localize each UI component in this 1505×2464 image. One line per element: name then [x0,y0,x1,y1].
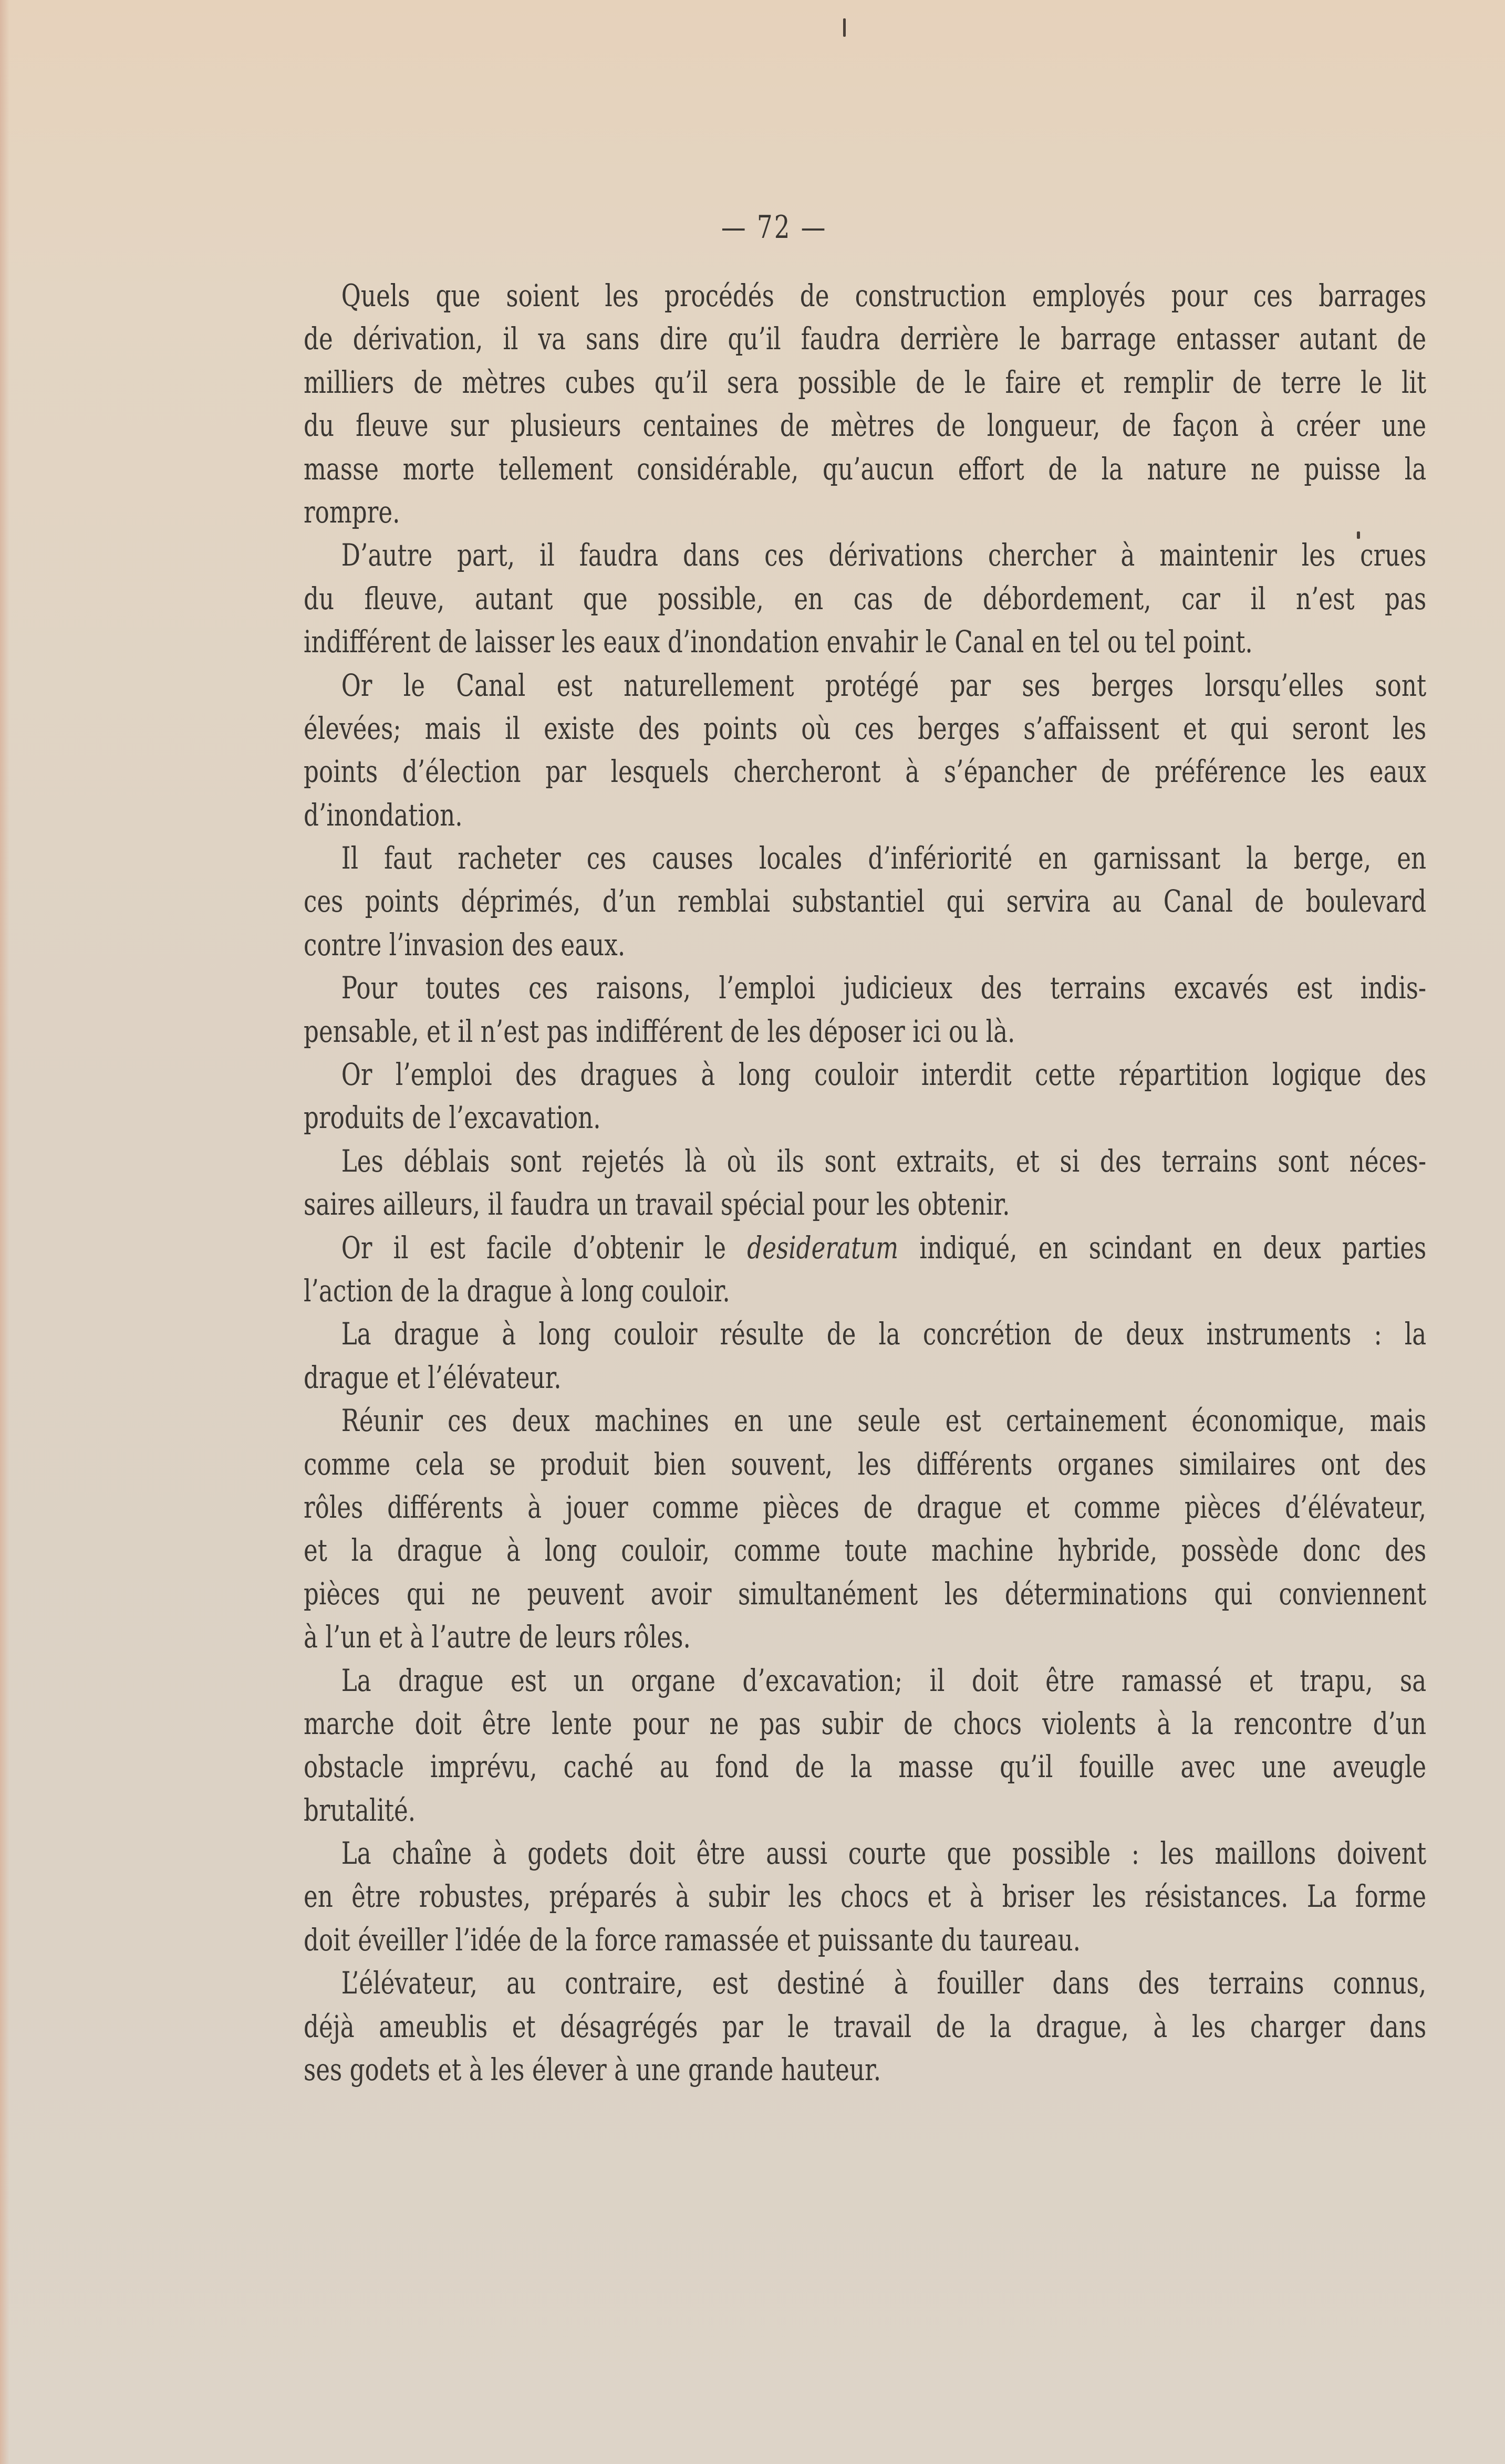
paragraph [304,1140,1426,1226]
text-line: La drague est un organe d’excavation; il doit être ramassé et trapu, sa [341,1662,1427,1698]
text-line: pièces qui ne peuvent avoir simultanément les déterminations qui conviennent [304,1575,1427,1612]
text-line: brutalité. [304,1792,416,1828]
text-line: ses godets et à les élever à une grande hauteur. [304,2052,881,2088]
text-line: marche doit être lente pour ne pas subir de chocs violents à la rencontre d’un [304,1705,1427,1741]
text-line: rôles différents à jouer comme pièces de drague et comme pièces d’élévateur, [304,1489,1427,1525]
text-line: La drague à long couloir résulte de la concrétion de deux instruments : la [341,1316,1427,1352]
text-line: doit éveiller l’idée de la force ramassée et puissante du taureau. [304,1922,1081,1958]
text-line: d’inondation. [304,797,463,833]
paragraph [304,1312,1426,1399]
text-line: et la drague à long couloir, comme toute machine hybride, possède donc des [304,1532,1427,1569]
italic-term: desideratum [747,1229,899,1266]
text-line: obstacle imprévu, caché au fond de la masse qu’il fouille avec une aveugle [304,1749,1427,1785]
text-line: milliers de mètres cubes qu’il sera possible de le faire et remplir de terre le lit [304,364,1427,400]
text-line: du fleuve, autant que possible, en cas de débordement, car il n’est pas [304,580,1427,617]
text-line: l’action de la drague à long couloir. [304,1272,730,1309]
text-line: Or le Canal est naturellement protégé par ses berges lorsqu’elles sont [341,667,1427,703]
text-line: produits de l’excavation. [304,1100,601,1136]
text-line: saires ailleurs, il faudra un travail spécial pour les obtenir. [304,1186,1010,1223]
paragraph [304,837,1426,966]
paragraph [304,1399,1426,1658]
page-number: — 72 — [721,209,827,246]
text-line: D’autre part, il faudra dans ces dérivations chercher à maintenir les crues [341,537,1427,573]
paragraph [304,534,1426,663]
text-line: ces points déprimés, d’un remblai substantiel qui servira au Canal de boulevard [304,883,1427,920]
page-edge-shadow [0,0,9,2464]
text-line: rompre. [304,494,400,530]
text-line: indifférent de laisser les eaux d’inondation envahir le Canal en tel ou tel point. [304,624,1253,660]
text-line: Or l’emploi des dragues à long couloir interdit cette répartition logique des [341,1057,1427,1093]
text-run: Or il est facile d’obtenir le [341,1229,748,1266]
text-line: contre l’invasion des eaux. [304,926,626,963]
scan-speck [843,18,846,37]
text-line: L’élévateur, au contraire, est destiné à fouiller dans des terrains connus, [341,1965,1427,2001]
text-line: à l’un et à l’autre de leurs rôles. [304,1619,691,1655]
paragraph [304,1961,1426,2091]
text-line: du fleuve sur plusieurs centaines de mètres de longueur, de façon à créer une [304,408,1427,444]
body-text [304,274,1426,2091]
paragraph [304,1226,1426,1313]
paragraph [304,664,1426,837]
text-line: Pour toutes ces raisons, l’emploi judicieux des terrains excavés est indis- [341,970,1427,1006]
paragraph [304,966,1426,1053]
text-line: La chaîne à godets doit être aussi courte que possible : les maillons doivent [341,1835,1427,1872]
text-line: Réunir ces deux machines en une seule est certainement économique, mais [341,1403,1427,1439]
text-run: indiqué, en scindant en deux parties [898,1229,1427,1266]
text-line [304,1226,1426,1269]
text-line: Il faut racheter ces causes locales d’infériorité en garnissant la berge, en [341,840,1427,876]
paragraph [304,1659,1426,1832]
text-line: déjà ameublis et désagrégés par le travail de la drague, à les charger dans [304,2008,1427,2044]
text-line: en être robustes, préparés à subir les chocs et à briser les résistances. La forme [304,1878,1427,1915]
text-line: Quels que soient les procédés de construction employés pour ces barrages [341,278,1427,314]
text-line: élevées; mais il existe des points où ces berges s’affaissent et qui seront les [304,710,1427,746]
text-line: de dérivation, il va sans dire qu’il faudra derrière le barrage entasser autant de [304,321,1427,357]
text-line: comme cela se produit bien souvent, les différents organes similaires ont des [304,1446,1427,1482]
text-line: masse morte tellement considérable, qu’aucun effort de la nature ne puisse la [304,451,1427,487]
paragraph [304,274,1426,534]
paragraph [304,1053,1426,1140]
paragraph [304,1832,1426,1961]
text-line: pensable, et il n’est pas indifférent de les déposer ici ou là. [304,1013,1015,1049]
text-line: drague et l’élévateur. [304,1359,562,1395]
text-line: Les déblais sont rejetés là où ils sont extraits, et si des terrains sont néces- [341,1143,1427,1179]
text-line: points d’élection par lesquels chercheront à s’épancher de préférence les eaux [304,754,1427,790]
